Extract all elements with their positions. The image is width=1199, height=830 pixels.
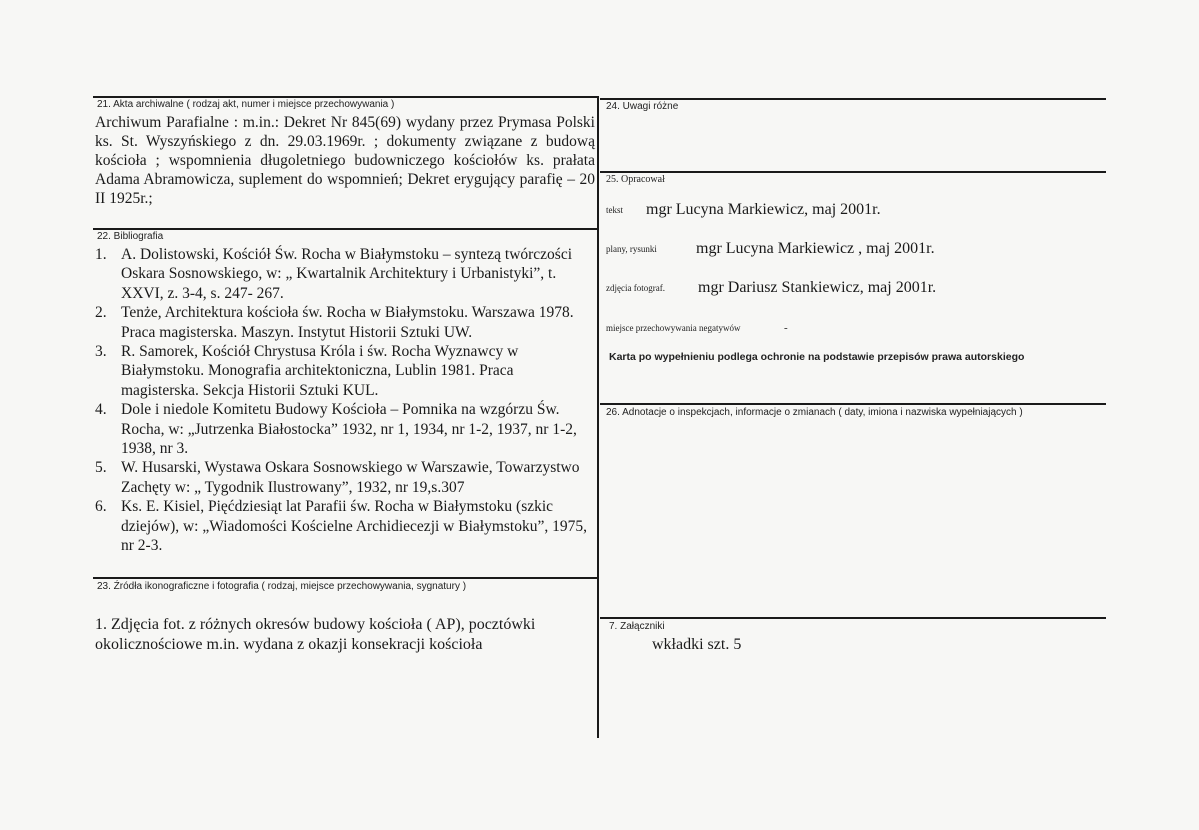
bib-number: 6. (95, 498, 107, 516)
zdjecia-label: zdjęcia fotograf. (606, 283, 665, 293)
tekst-label: tekst (606, 205, 623, 215)
section-7-label: 7. Załączniki (609, 621, 665, 632)
bib-number: 2. (95, 304, 107, 322)
top-rule-left (93, 96, 598, 98)
rule-23 (93, 577, 598, 579)
bib-text: A. Dolistowski, Kościół Św. Rocha w Białymstoku – syntezą twórczości Oskara Sosnowskiego, w: „ Kwartalnik Architektury i Urbanistyki”, t. XXVI, z. 3-4, s. 247- 267. (121, 246, 573, 302)
tekst-value: mgr Lucyna Markiewicz, maj 2001r. (646, 201, 881, 218)
bib-text: Ks. E. Kisiel, Pięćdziesiąt lat Parafii św. Rocha w Białymstoku (szkic dziejów), w: „Wiadomości Kościelne Archidiecezji w Białymstoku”, 1975, nr 2-3. (121, 498, 587, 555)
section-25-label: 25. Opracował (606, 174, 665, 185)
bibliography-list (95, 245, 595, 556)
bib-text: Dole i niedole Komitetu Budowy Kościoła – Pomnika na wzgórzu Św. Rocha, w: „Jutrzenka Białostocka” 1932, nr 1, 1934, nr 1-2, 1937, nr 1-2, 1938, nr 3. (121, 401, 577, 458)
bib-text: W. Husarski, Wystawa Oskara Sosnowskiego w Warszawie, Towarzystwo Zachęty w: „ Tygodnik Ilustrowany”, 1932, nr 19,s.307 (121, 459, 580, 496)
bib-text: Tenże, Architektura kościoła św. Rocha w Białymstoku. Warszawa 1978. Praca magisterska. Maszyn. Instytut Historii Sztuki UW. (121, 304, 574, 341)
negatywy-label: miejsce przechowywania negatywów (606, 323, 741, 333)
list-item (95, 303, 595, 342)
list-item (95, 458, 595, 497)
section-22-label: 22. Bibliografia (97, 231, 164, 242)
list-item (95, 400, 595, 458)
bib-number: 3. (95, 343, 107, 361)
list-item (95, 342, 595, 400)
bib-number: 4. (95, 401, 107, 419)
rule-26 (600, 403, 1106, 405)
rule-25 (600, 171, 1106, 173)
section-23-text: 1. Zdjęcia fot. z różnych okresów budowy kościoła ( AP), pocztówki okolicznościowe m.in. wydana z okazji konsekracji kościoła (95, 616, 536, 653)
bib-text: R. Samorek, Kościół Chrystusa Króla i św. Rocha Wyznawcy w Białymstoku. Monografia architektoniczna, Lublin 1981. Praca magisterska. Sekcja Historii Sztuki KUL. (121, 343, 519, 399)
rule-22 (93, 228, 598, 230)
list-item (95, 245, 595, 303)
section-26-label: 26. Adnotacje o inspekcjach, informacje o zmianach ( daty, imiona i nazwiska wypełniających ) (606, 407, 1023, 418)
negatywy-value: - (784, 322, 788, 334)
top-rule-right (600, 98, 1106, 100)
section-21-text: Archiwum Parafialne : m.in.: Dekret Nr 845(69) wydany przez Prymasa Polski ks. St. Wyszyńskiego z dn. 29.03.1969r. ; dokumenty związane z budową kościoła ; wspomnienia długoletniego budowniczego kościołów ks. prałata Adama Abramowicza, suplement do wspomnień; Dekret erygujący parafię – 20 II 1925r.; (95, 114, 595, 207)
bib-number: 5. (95, 459, 107, 477)
rule-7 (600, 617, 1106, 619)
attachments-value: wkładki szt. 5 (652, 636, 742, 653)
section-23-label: 23. Źródła ikonograficzne i fotografia ( rodzaj, miejsce przechowywania, sygnatury ) (97, 581, 467, 592)
list-item (95, 497, 595, 555)
plany-value: mgr Lucyna Markiewicz , maj 2001r. (696, 240, 935, 257)
plany-label: plany, rysunki (606, 244, 657, 254)
zdjecia-value: mgr Dariusz Stankiewicz, maj 2001r. (698, 279, 937, 296)
section-24-label: 24. Uwagi różne (606, 101, 679, 112)
bib-number: 1. (95, 246, 107, 263)
copyright-notice: Karta po wypełnieniu podlega ochronie na podstawie przepisów prawa autorskiego (609, 351, 1025, 363)
section-21-label: 21. Akta archiwalne ( rodzaj akt, numer i miejsce przechowywania ) (97, 99, 395, 110)
center-divider (597, 96, 599, 738)
